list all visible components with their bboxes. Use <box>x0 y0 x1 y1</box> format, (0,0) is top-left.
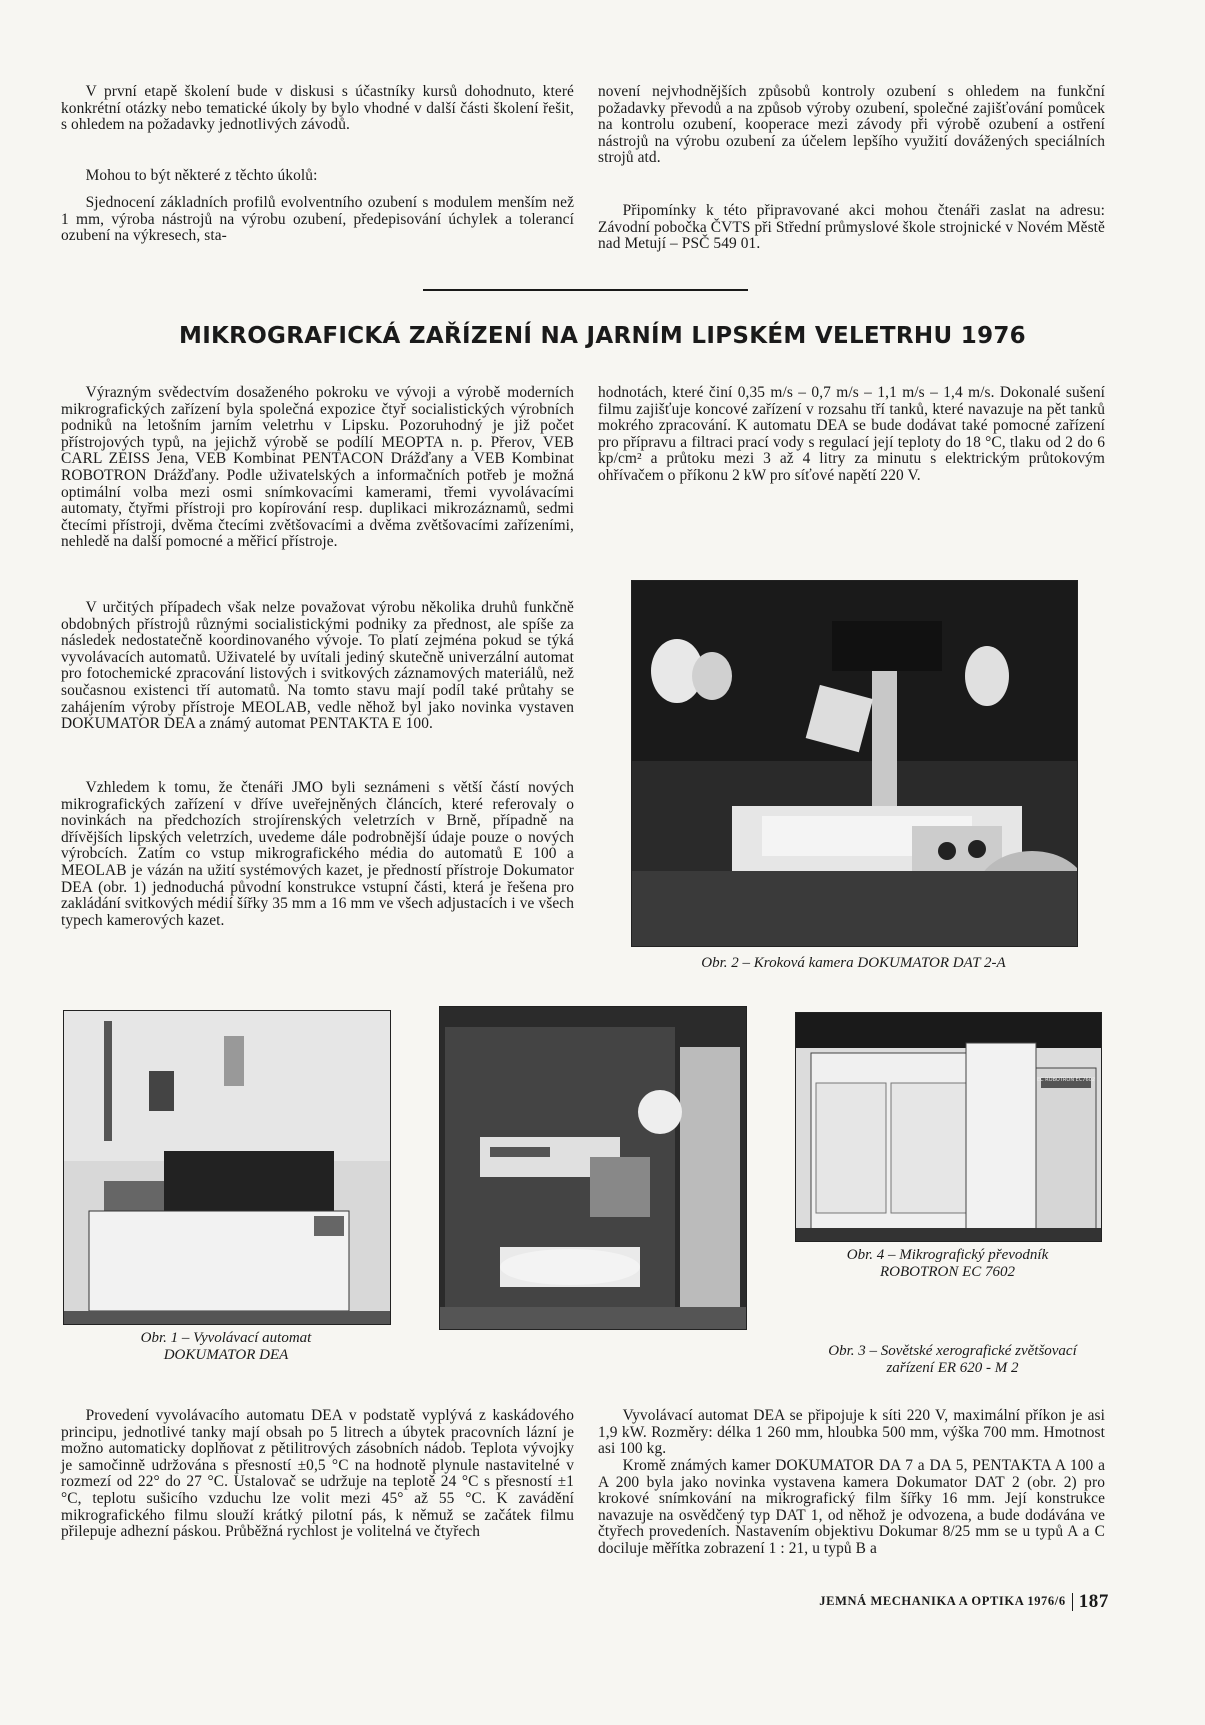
figure-3-caption-line1: Obr. 3 – Sovětské xerografické zvětšovací <box>828 1343 1077 1359</box>
intro-right-p2: Připomínky k této připravované akci mohou čtenáři zaslat na adresu: Závodní pobočka ČVTS při Střední průmyslové škole strojnické v Novém Městě nad Metují – PSČ 549 01. <box>598 202 1105 253</box>
article-headline: MIKROGRAFICKÁ ZAŘÍZENÍ NA JARNÍM LIPSKÉM VELETRHU 1976 <box>179 323 1026 349</box>
figure-3-caption-line2: zařízení ER 620 - M 2 <box>886 1360 1019 1376</box>
article-right-top: hodnotách, které činí 0,35 m/s – 0,7 m/s – 1,1 m/s – 1,4 m/s. Dokonalé sušení filmu zajišťuje koncové zařízení v rozsahu tří tanků, které navazuje na pět tanků mokrého zpracování. K automatu DEA se bude dodávat také pomocné zařízení pro přípravu a filtraci prací vody s regulací její teploty do 18 °C, tlaku od 2 do 6 kp/cm² a průtoku mezi 3 až 4 litry za minutu s elektrickým průtokovým ohřívačem o příkonu 2 kW pro síťové napětí 220 V. <box>598 384 1105 484</box>
figure-4-photo <box>795 1012 1102 1242</box>
bottom-right-p2: Kromě známých kamer DOKUMATOR DA 7 a DA 5, PENTAKTA A 100 a A 200 byla jako novinka vystavena kamera Dokumator DAT 2 (obr. 2) pro krokové snímkování na mikrografický film šířky 16 mm. Její konstrukce navazuje na osvědčený typ DAT 1, od něhož je odvozena, a bude dodávána ve čtyřech provedeních. Nastavením objektivu Dokumar 8/25 mm se u typů A a C dociluje měřítka zobrazení 1 : 21, u typů B a <box>598 1457 1105 1557</box>
footer-divider <box>1072 1593 1073 1611</box>
figure-2-caption: Obr. 2 – Kroková kamera DOKUMATOR DAT 2-A <box>701 955 1006 971</box>
intro-left-p3: Sjednocení základních profilů evolventního ozubení s modulem menším než 1 mm, výroba nástrojů na výrobu ozubení, předepisování úchylek a tolerancí ozubení na výkresech, sta- <box>61 194 574 245</box>
figure-3-photo <box>439 1006 747 1330</box>
intro-left-p1: V první etapě školení bude v diskusi s účastníky kursů dohodnuto, které konkrétní otázky nebo tematické úkoly by bylo vhodné v další části školení řešit, s ohledem na požadavky jednotlivých závodů. <box>61 83 574 134</box>
section-divider <box>423 289 748 291</box>
journal-name: JEMNÁ MECHANIKA A OPTIKA 1976/6 <box>819 1593 1066 1608</box>
figure-4-caption-line2: ROBOTRON EC 7602 <box>880 1264 1015 1280</box>
bottom-left-p1: Provedení vyvolávacího automatu DEA v podstatě vyplývá z kaskádového principu, jednotlivé tanky mají obsah po 5 litrech a úbytek pracovních lázní je možno automaticky doplňovat z pětilitrových zásobních nádob. Teplota vývojky je samočinně udržována s přesností ±0,5 °C na hodnotě plynule nastavitelné v rozmezí od 22° do 27 °C. Ustalovač se udržuje na teplotě 24 °C s přesností ±1 °C, teplotu sušicího vzduchu lze volit mezi 45° až 55 °C. K zavádění mikrografického filmu slouží krátký pilotní pás, k němuž se začátek filmu přilepuje adhezní páskou. Průběžná rychlost je volitelná ve čtyřech <box>61 1407 574 1541</box>
figure-1-photo <box>63 1010 391 1325</box>
figure-2-photo <box>631 580 1078 947</box>
article-left-p2: V určitých případech však nelze považovat výrobu několika druhů funkčně obdobných přístrojů různými socialistickými podniky za přednost, ale spíše za následek nedostatečně koordinovaného vývoje. To platí zejména pokud se týká vyvolávacích automatů. Uživatelé by uvítali jediný skutečně univerzální automat pro fotochemické zpracování listových i svitkových záznamových materiálů, než současnou existenci tří automatů. Na tomto stavu mají podíl také průtahy se zahájením výroby přístroje MEOLAB, vedle něhož byl jako novinka vystaven DOKUMATOR DEA a známý automat PENTAKTA E 100. <box>61 599 574 733</box>
intro-right-p1: novení nejvhodnějších způsobů kontroly ozubení s ohledem na funkční požadavky převodů a na způsob výroby ozubení, společné zajišťování pomůcek na kontrolu ozubení, kooperace mezi závody při výrobě ozubení a ostření nástrojů na výrobu ozubení za účelem lepšího využití dovážených speciálních strojů atd. <box>598 83 1105 167</box>
figure-1-caption-line1: Obr. 1 – Vyvolávací automat <box>140 1330 312 1346</box>
article-left-p3: Vzhledem k tomu, že čtenáři JMO byli seznámeni s větší částí nových mikrografických zařízení v dříve uveřejněných článcích, které referovaly o novinkách na předchozích strojírenských veletrzích v Brně, případně na dřívějších lipských veletrzích, uvedeme dále podrobnější údaje pouze o nových výrobcích. Zatím co vstup mikrografického média do automatů E 100 a MEOLAB je vázán na užití systémových kazet, je předností přístroje Dokumator DEA (obr. 1) jednoduchá původní konstrukce vstupní části, která je řešena pro zakládání svitkových médií šířky 35 mm a 16 mm ve všech adjustacích i ve všech typech kamerových kazet. <box>61 779 574 929</box>
page-number: 187 <box>1078 1591 1109 1612</box>
bottom-right-p1: Vyvolávací automat DEA se připojuje k síti 220 V, maximální příkon je asi 1,9 kW. Rozměry: délka 1 260 mm, hloubka 500 mm, výška 700 mm. Hmotnost asi 100 kg. <box>598 1407 1105 1458</box>
figure-1-caption-line2: DOKUMATOR DEA <box>163 1347 289 1363</box>
intro-left-p2: Mohou to být některé z těchto úkolů: <box>85 167 318 184</box>
page-footer <box>819 1591 1109 1613</box>
article-left-p1: Výrazným svědectvím dosaženého pokroku ve vývoji a výrobě moderních mikrografických zařízení byla společná expozice čtyř socialistických výrobních podniků na letošním jarním veletrhu v Lipsku. Pozoruhodný je již počet přístrojových typů, na jejichž výrobě se podílí MEOPTA n. p. Přerov, VEB CARL ZEISS Jena, VEB Kombinat PENTACON Drážďany a VEB Kombinat ROBOTRON Drážďany. Podle uživatelských a informačních potřeb je možná optimální volba mezi osmi snímkovacími kamerami, třemi vyvolávacími automaty, čtyřmi přístroji pro kopírování resp. duplikaci mikrozáznamů, sedmi čtecími přístroji, dvěma čtecími zvětšovacími a dvěma zvětšovacími zařízeními, nehledě na další pomocné a měřicí přístroje. <box>61 384 574 551</box>
figure-4-caption-line1: Obr. 4 – Mikrografický převodník <box>846 1247 1049 1263</box>
figure-4-panel-label: EC ROBOTRON EC7602 <box>1036 1077 1096 1083</box>
